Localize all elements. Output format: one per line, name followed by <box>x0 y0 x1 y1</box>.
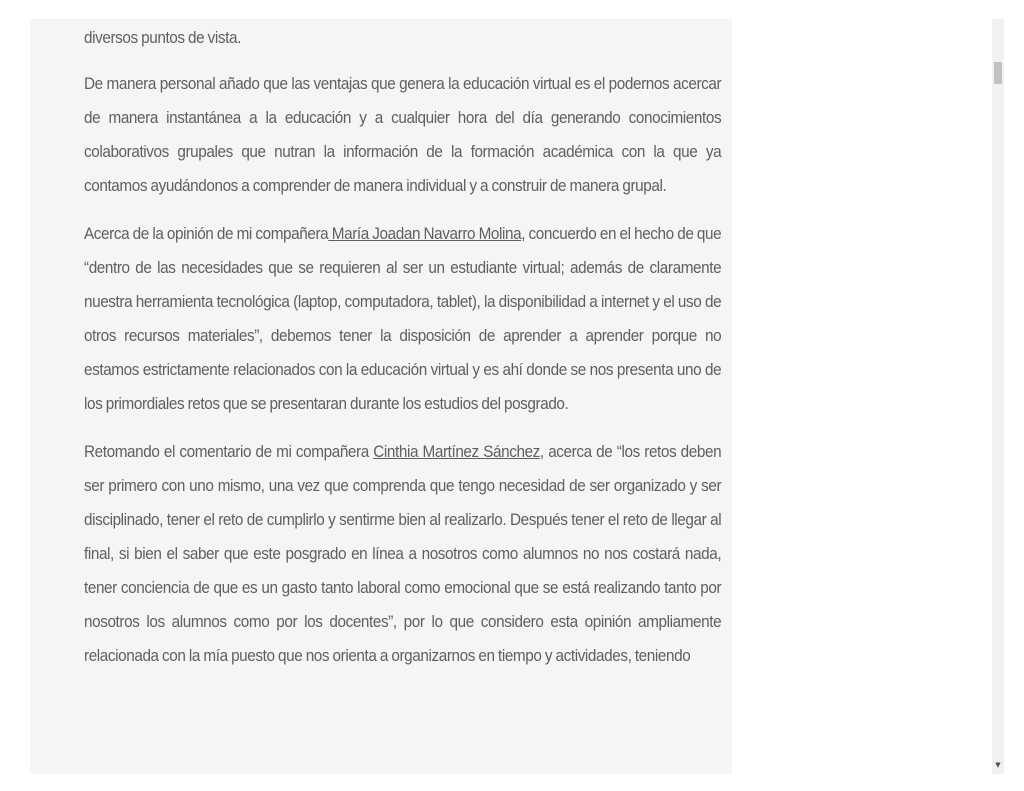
paragraph-text: Retomando el comentario de mi compañera <box>84 442 374 461</box>
paragraph-text: Acerca de la opinión de mi compañera <box>84 224 329 243</box>
scrollbar-thumb[interactable] <box>994 62 1002 84</box>
paragraph-reply-cinthia <box>84 435 721 673</box>
scroll-down-arrow-icon[interactable]: ▼ <box>995 761 1001 769</box>
post-body <box>84 21 721 687</box>
paragraph-text: , concuerdo en el hecho de que “dentro de las necesidades que se requieren al ser un estudiante virtual; además de claramente nuestra herramienta tecnológica (laptop, computadora, tablet), la disponibilidad a internet y el uso de otros recursos materiales”, debemos tener la disposición de aprender a aprender porque no estamos estrictamente relacionados con la educación virtual y es ahí donde se nos presenta uno de los primordiales retos que se presentaran durante los estudios del posgrado. <box>84 224 722 413</box>
paragraph-text: , acerca de “los retos deben ser primero con uno mismo, una vez que comprenda que tengo necesidad de ser organizado y ser disciplinado, tener el reto de cumplirlo y sentirme bien al realizarlo. Después tener el reto de llegar al final, si bien el saber que este posgrado en línea a nosotros como alumnos no nos costará nada, tener conciencia de que es un gasto tanto laboral como emocional que se está realizando tanto por nosotros los alumnos como por los docentes”, por lo que considero esta opinión ampliamente relacionada con la mía puesto que nos orienta a organizarnos en tiempo y actividades, teniendo <box>84 442 722 665</box>
paragraph-intro-tail: diversos puntos de vista. <box>84 28 241 47</box>
post-content-panel <box>30 19 732 774</box>
paragraph-reply-maria <box>84 217 721 421</box>
user-link-cinthia[interactable]: Cinthia Martínez Sánchez <box>373 442 540 461</box>
paragraph-personal-opinion: De manera personal añado que las ventajas que genera la educación virtual es el podernos acercar de manera instantánea a la educación y a cualquier hora del día generando conocimientos colaborativos grupales que nutran la información de la formación académica con la que ya contamos ayudándonos a comprender de manera individual y a construir de manera grupal. <box>84 74 722 195</box>
user-link-maria[interactable]: María Joadan Navarro Molina <box>328 224 522 243</box>
vertical-scrollbar[interactable] <box>992 19 1004 774</box>
